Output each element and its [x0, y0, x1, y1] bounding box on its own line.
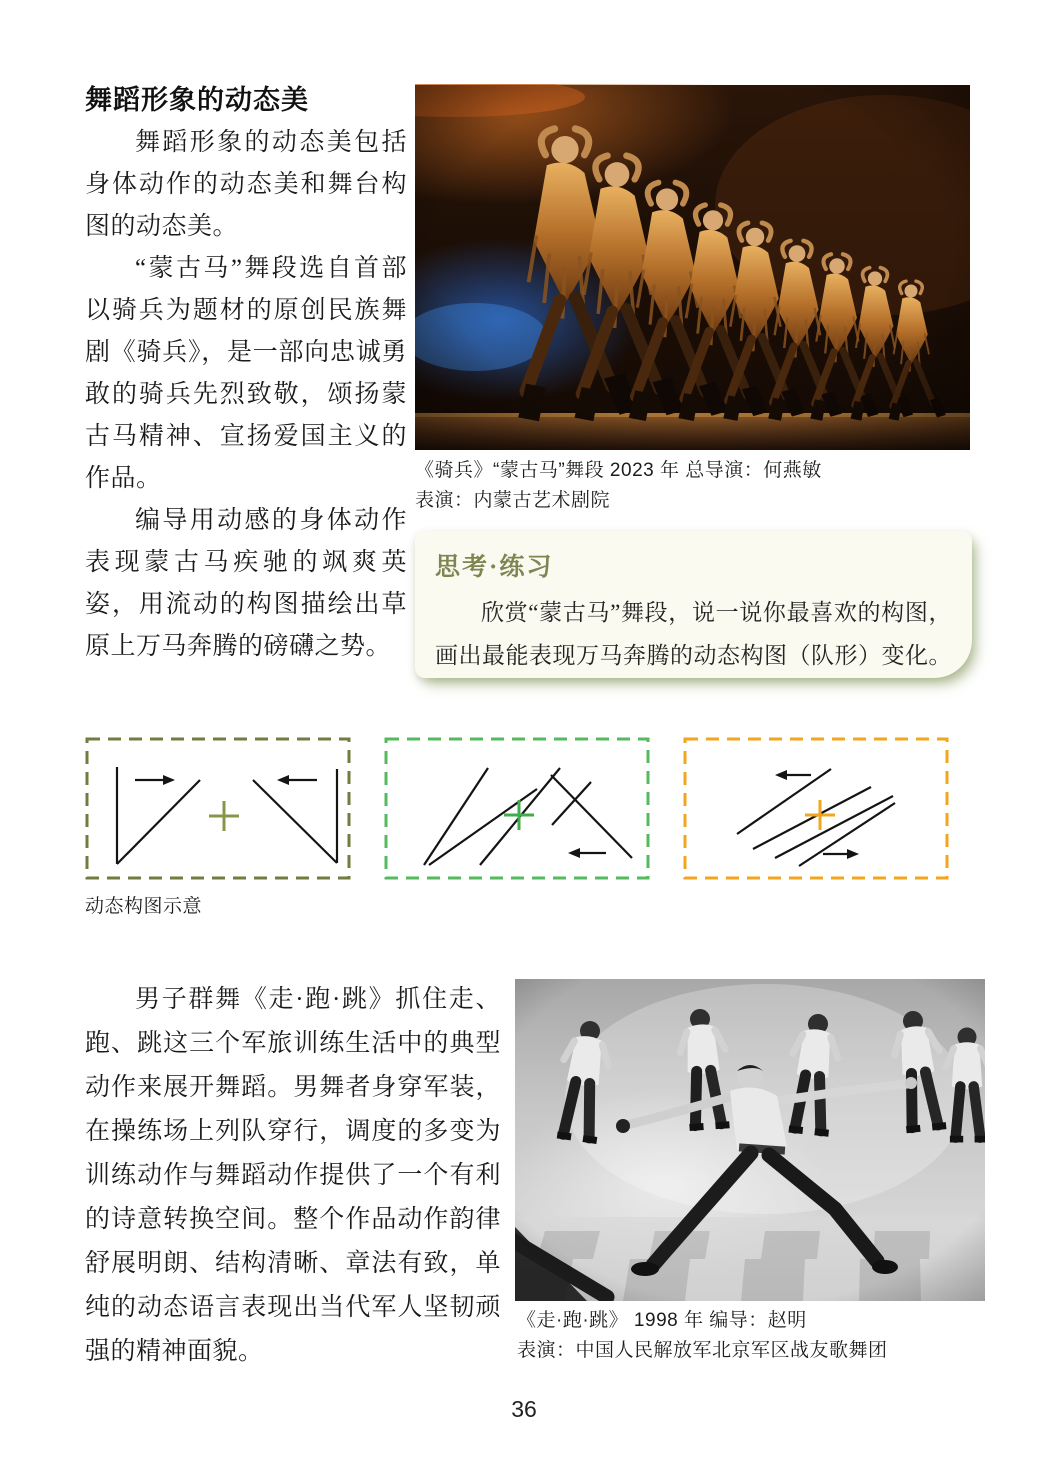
caption-line: 表演：内蒙古艺术剧院	[415, 490, 611, 511]
think-practice-title: 思考·练习	[435, 554, 554, 581]
dashed-frame	[87, 739, 349, 878]
formation-diagram-orange	[683, 737, 949, 880]
formation-diagram-olive	[85, 737, 351, 880]
march-photo-art	[515, 979, 985, 1301]
caption-line: 《走·跑·跳》 1998 年 编导：赵明	[517, 1310, 807, 1331]
caption-line: 表演：中国人民解放军北京军区战友歌舞团	[517, 1340, 888, 1361]
formation-diagram-green	[384, 737, 650, 880]
caption-line: 《骑兵》“蒙古马”舞段 2023 年 总导演：何燕敏	[415, 460, 822, 481]
body-paragraph: 男子群舞《走·跑·跳》抓住走、跑、跳这三个军旅训练生活中的典型动作来展开舞蹈。男舞者身穿军装，在操练场上列队穿行，调度的多变为训练动作与舞蹈动作提供了一个有利的诗意转换空间。整个作品动作韵律舒展明朗、结构清晰、章法有致，单纯的动态语言表现出当代军人坚韧顽强的精神面貌。	[85, 986, 501, 1365]
diagram-caption: 动态构图示意	[85, 896, 203, 917]
think-practice-box	[415, 531, 972, 678]
march-photo	[515, 979, 985, 1301]
cavalry-photo-art	[415, 84, 970, 451]
left-text-column	[85, 122, 407, 668]
photo-caption-cavalry	[415, 456, 975, 516]
cavalry-photo	[415, 84, 970, 451]
dashed-frame	[386, 739, 648, 878]
body-paragraph: “蒙古马”舞段选自首部以骑兵为题材的原创民族舞剧《骑兵》，是一部向忠诚勇敢的骑兵先烈致敬，颂扬蒙古马精神、宣扬爱国主义的作品。	[85, 255, 407, 492]
bottom-text-column	[85, 978, 501, 1374]
photo-caption-march	[517, 1306, 987, 1366]
page-title: 舞蹈形象的动态美	[85, 85, 309, 115]
body-paragraph: 舞蹈形象的动态美包括身体动作的动态美和舞台构图的动态美。	[85, 129, 407, 240]
dashed-frame	[685, 739, 947, 878]
think-practice-body: 欣赏“蒙古马”舞段，说一说你最喜欢的构图，画出最能表现万马奔腾的动态构图（队形）变化。	[435, 600, 952, 668]
page-number: 36	[511, 1396, 537, 1422]
body-paragraph: 编导用动感的身体动作表现蒙古马疾驰的飒爽英姿，用流动的构图描绘出草原上万马奔腾的磅礴之势。	[85, 507, 407, 660]
